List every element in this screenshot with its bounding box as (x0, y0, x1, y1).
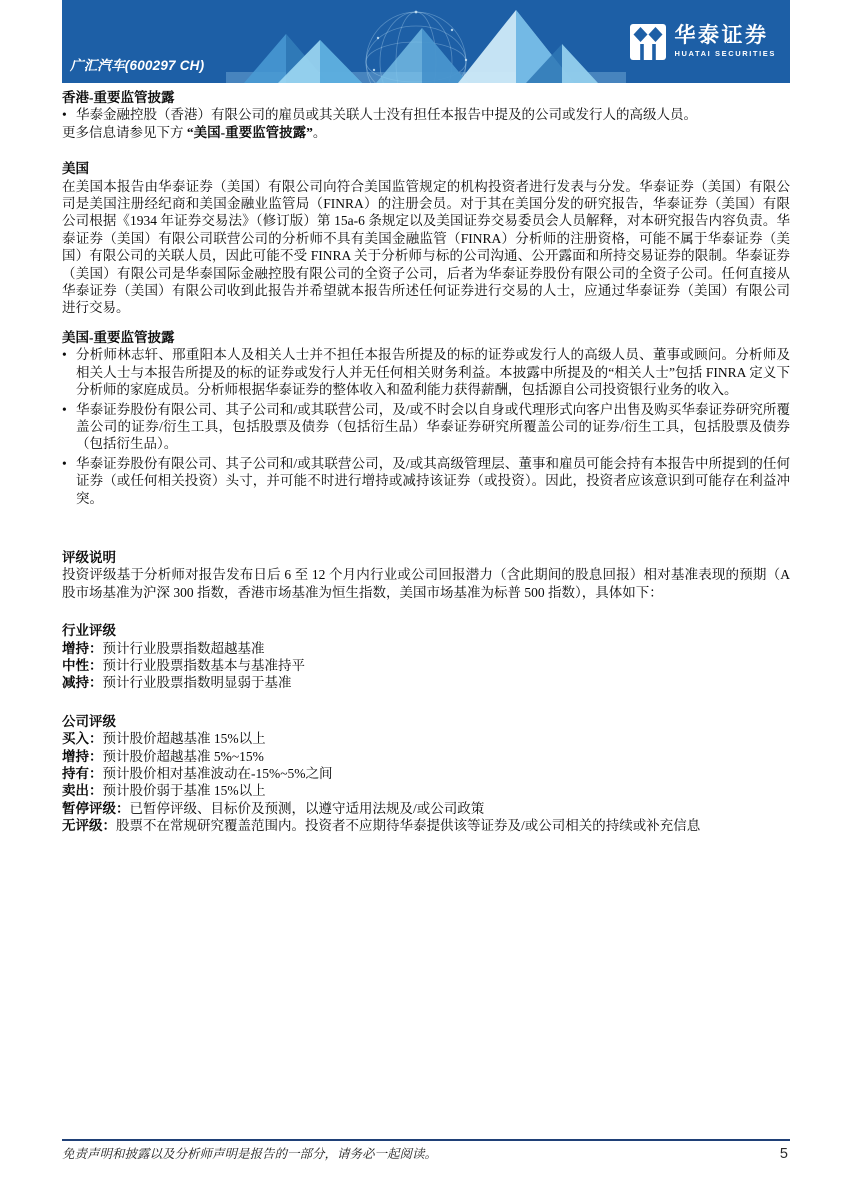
huatai-logo (630, 24, 776, 60)
hk-more-info-reference: “美国-重要监管披露” (186, 124, 313, 140)
section-title-company-rating: 公司评级 (62, 713, 116, 729)
rating-desc: 预计股价超越基准 15%以上 (102, 731, 266, 747)
section-title-hk-disclosure: 香港-重要监管披露 (62, 90, 175, 105)
rating-term: 无评级： (62, 818, 116, 834)
rating-term: 买入： (62, 731, 103, 747)
rating-term: 增持： (62, 748, 103, 764)
hk-more-info-line (62, 124, 790, 141)
hk-disclosure-bullet: • 华泰金融控股（香港）有限公司的雇员或其关联人士没有担任本报告中提及的公司或发行人的高级人员。 (62, 106, 790, 123)
rating-term: 减持： (62, 675, 103, 691)
us-disclosure-bullet: • 华泰证券股份有限公司、其子公司和/或其联营公司，及/或其高级管理层、董事和雇员可能会持有本报告中所提到的任何证券（或任何相关投资）头寸，并可能不时进行增持或减持该证券（或投资）。因此，投资者应该意识到可能存在利益冲突。 (62, 455, 790, 507)
industry-rating-item (62, 674, 790, 691)
rating-desc: 预计行业股票指数基本与基准持平 (102, 657, 305, 673)
rating-desc: 股票不在常规研究覆盖范围内。投资者不应期待华泰提供该等证券及/或公司相关的持续或补充信息 (116, 818, 701, 834)
rating-desc: 预计股价弱于基准 15%以上 (102, 783, 266, 799)
hk-more-info-prefix: 更多信息请参见下方 (62, 124, 187, 140)
industry-rating-item (62, 657, 790, 674)
rating-term: 中性： (62, 657, 103, 673)
rating-term: 增持： (62, 640, 103, 656)
page-footer (62, 1139, 790, 1162)
rating-desc: 已暂停评级、目标价及预测，以遵守适用法规及/或公司政策 (129, 800, 485, 816)
rating-desc: 预计行业股票指数超越基准 (102, 640, 265, 656)
us-disclosure-bullet: • 华泰证券股份有限公司、其子公司和/或其联营公司，及/或不时会以自身或代理形式向客户出售及购买华泰证券研究所覆盖公司的证券/衍生工具，包括股票及债券（包括衍生品）华泰证券研究所覆盖公司的证券/衍生工具，包括股票及债券（包括衍生品）。 (62, 401, 790, 453)
brand-name-en: HUATAI SECURITIES (674, 49, 776, 59)
banner-graphic (226, 0, 626, 83)
company-rating-item (62, 782, 790, 799)
section-title-us-disclosure: 美国-重要监管披露 (62, 329, 175, 345)
footer-disclaimer: 免责声明和披露以及分析师声明是报告的一部分，请务必一起阅读。 (62, 1147, 438, 1161)
rating-paragraph: 投资评级基于分析师对报告发布日后 6 至 12 个月内行业或公司回报潜力（含此期间的股息回报）相对基准表现的预期（A 股市场基准为沪深 300 指数，香港市场基准为恒生指数，美国市场基准为标普 500 指数），具体如下： (62, 567, 790, 600)
page-number: 5 (779, 1146, 788, 1162)
rating-term: 持有： (62, 766, 103, 781)
rating-desc: 预计行业股票指数明显弱于基准 (102, 675, 292, 691)
rating-desc: 预计股价超越基准 5%~15% (102, 748, 264, 764)
company-rating-item (62, 748, 790, 765)
disclosure-content (62, 83, 790, 835)
section-title-us: 美国 (62, 161, 89, 177)
brand-name-cn: 华泰证券 (674, 23, 769, 47)
huatai-logo-icon (630, 24, 666, 60)
report-header-banner (62, 0, 790, 83)
industry-rating-item (62, 640, 790, 657)
us-paragraph: 在美国本报告由华泰证券（美国）有限公司向符合美国监管规定的机构投资者进行发表与分发。华泰证券（美国）有限公司是美国注册经纪商和美国金融业监管局（FINRA）的注册会员。对于其在美国分发的研究报告，华泰证券（美国）有限公司根据《1934 年证券交易法》（修订版）第 15a-6 条规定以及美国证券交易委员会人员解释，对本研究报告内容负责。华泰证券（美国）有限公司联营公司的分析师不具有美国金融监管（FINRA）分析师的注册资格，可能不属于华泰证券（美国）有限公司的关联人员，因此可能不受 FINRA 关于分析师与标的公司沟通、公开露面和所持交易证券的限制。华泰证券（美国）有限公司是华泰国际金融控股有限公司的全资子公司，后者为华泰证券股份有限公司的全资子公司。任何直接从华泰证券（美国）有限公司收到此报告并希望就本报告所述任何证券进行交易的人士，应通过华泰证券（美国）有限公司进行交易。 (62, 178, 790, 316)
section-title-industry-rating: 行业评级 (62, 623, 116, 639)
us-disclosure-bullet: • 分析师林志轩、邢重阳本人及相关人士并不担任本报告所提及的标的证券或发行人的高级人员、董事或顾问。分析师及相关人士与本报告所提及的标的证券或发行人并无任何相关财务利益。本披露中所提及的“相关人士”包括 FINRA 定义下分析师的家庭成员。分析师根据华泰证券的整体收入和盈利能力获得薪酬，包括源自公司投资银行业务的收入。 (62, 346, 790, 398)
company-rating-item (62, 817, 790, 834)
rating-desc: 预计股价相对基准波动在-15%~5%之间 (102, 766, 333, 781)
hk-more-info-suffix: 。 (312, 124, 327, 140)
company-rating-item (62, 730, 790, 747)
stock-label: 广汇汽车(600297 CH) (70, 58, 205, 73)
company-rating-item (62, 800, 790, 817)
rating-term: 卖出： (62, 783, 103, 799)
section-title-rating: 评级说明 (62, 549, 116, 565)
company-rating-item (62, 765, 790, 782)
rating-term: 暂停评级： (62, 800, 130, 816)
